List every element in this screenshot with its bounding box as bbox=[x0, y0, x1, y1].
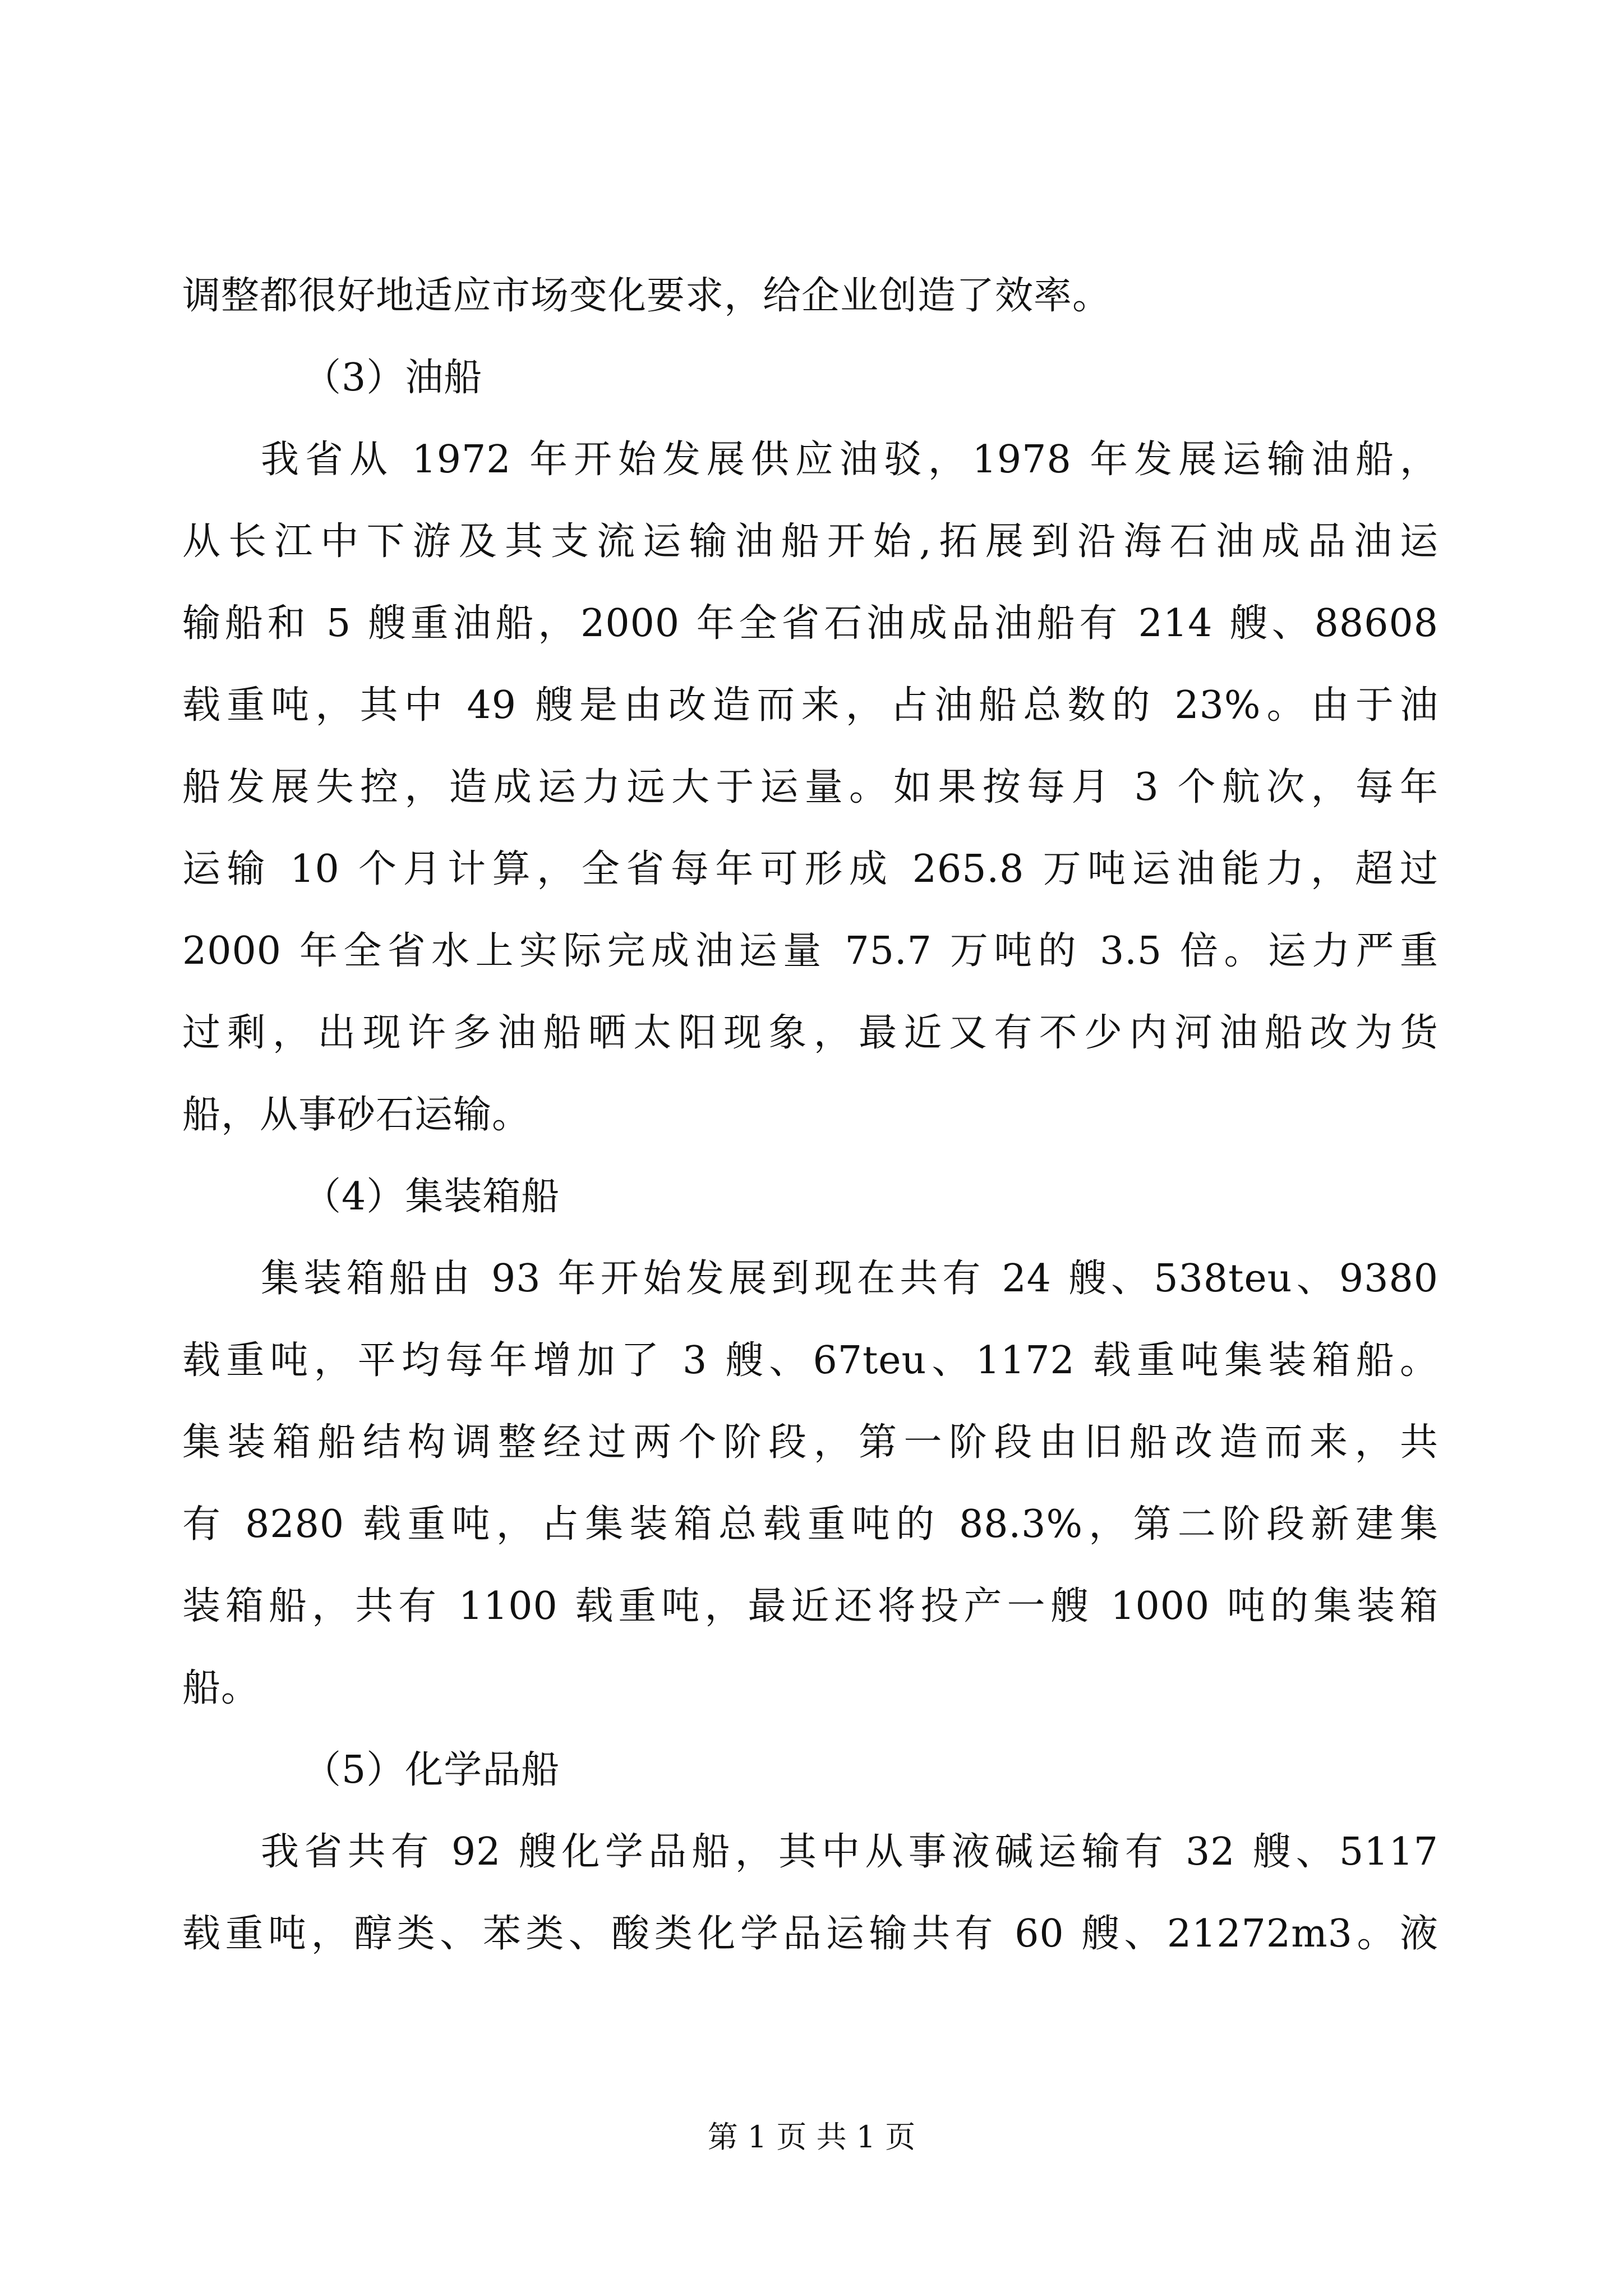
section-heading: （5）化学品船 bbox=[303, 1748, 560, 1792]
paragraph-line: 从长江中下游及其支流运输油船开始,拓展到沿海石油成品油运 bbox=[182, 519, 1438, 564]
page-footer: 第 1 页 共 1 页 bbox=[707, 2119, 916, 2155]
paragraph-line: 载重吨，平均每年增加了 3 艘、67teu、1172 载重吨集装箱船。 bbox=[182, 1338, 1438, 1383]
paragraph-line: 过剩，出现许多油船晒太阳现象，最近又有不少内河油船改为货 bbox=[182, 1011, 1438, 1055]
document-body bbox=[182, 255, 1438, 1975]
paragraph-line: 调整都很好地适应市场变化要求，给企业创造了效率。 bbox=[182, 274, 1112, 318]
paragraph-line: 船发展失控，造成运力远大于运量。如果按每月 3 个航次，每年 bbox=[182, 765, 1438, 809]
paragraph-line: 2000 年全省水上实际完成油运量 75.7 万吨的 3.5 倍。运力严重 bbox=[182, 929, 1438, 973]
paragraph-line: 我省从 1972 年开始发展供应油驳，1978 年发展运输油船， bbox=[261, 438, 1438, 482]
paragraph-line: 输船和 5 艘重油船，2000 年全省石油成品油船有 214 艘、88608 bbox=[182, 601, 1438, 646]
paragraph-line: 运输 10 个月计算，全省每年可形成 265.8 万吨运油能力，超过 bbox=[182, 847, 1438, 891]
paragraph-line: 有 8280 载重吨，占集装箱总载重吨的 88.3%，第二阶段新建集 bbox=[182, 1502, 1438, 1547]
section-heading: （4）集装箱船 bbox=[303, 1175, 560, 1219]
paragraph-line: 装箱船，共有 1100 载重吨，最近还将投产一艘 1000 吨的集装箱 bbox=[182, 1584, 1438, 1628]
paragraph-line: 载重吨，其中 49 艘是由改造而来，占油船总数的 23%。由于油 bbox=[182, 683, 1438, 728]
paragraph-line: 船，从事砂石运输。 bbox=[182, 1093, 531, 1137]
paragraph-line: 载重吨，醇类、苯类、酸类化学品运输共有 60 艘、21272m3。液 bbox=[182, 1912, 1438, 1956]
paragraph-line: 我省共有 92 艘化学品船，其中从事液碱运输有 32 艘、5117 bbox=[261, 1830, 1438, 1874]
section-heading: （3）油船 bbox=[303, 356, 483, 400]
paragraph-line: 集装箱船结构调整经过两个阶段，第一阶段由旧船改造而来，共 bbox=[182, 1420, 1438, 1465]
paragraph-line: 船。 bbox=[182, 1666, 260, 1710]
paragraph-line: 集装箱船由 93 年开始发展到现在共有 24 艘、538teu、9380 bbox=[261, 1257, 1438, 1301]
